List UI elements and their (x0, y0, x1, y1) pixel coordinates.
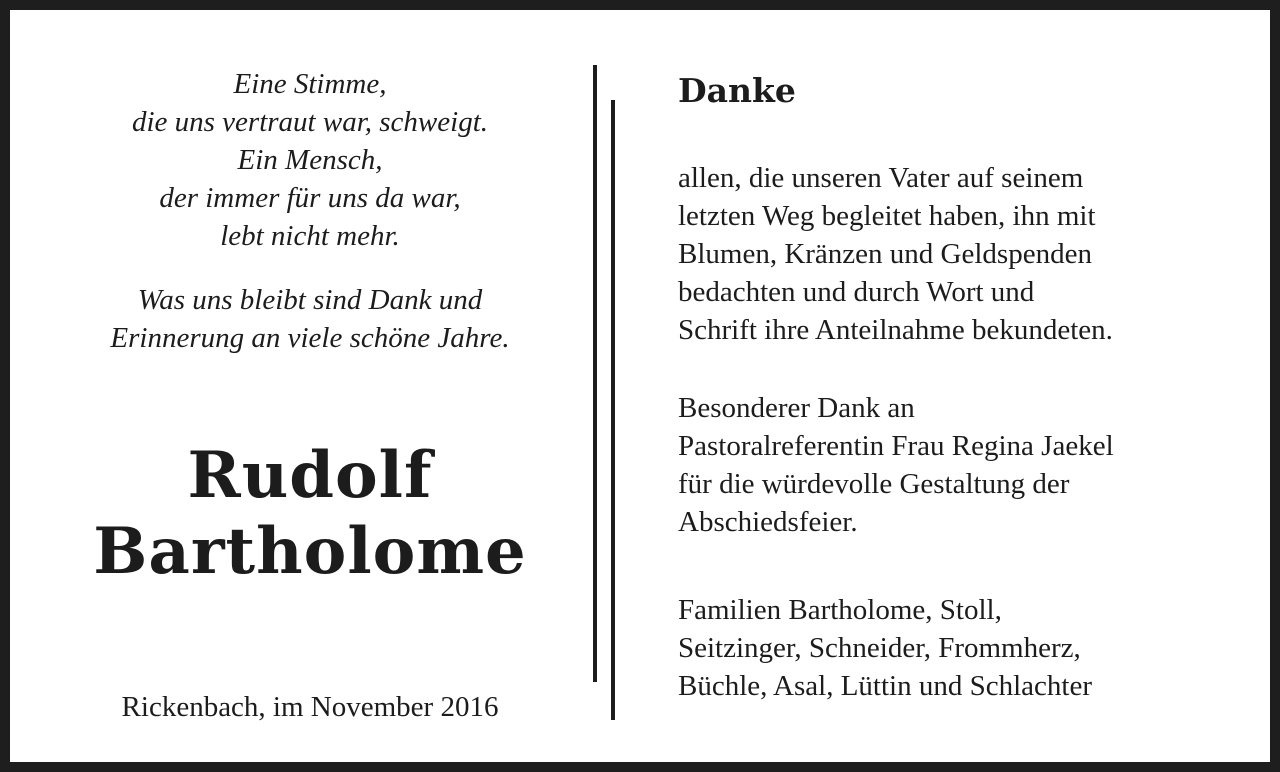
text-line: Besonderer Dank an (678, 392, 915, 424)
right-column (678, 65, 1258, 705)
thanks-paragraph-1 (678, 159, 1258, 349)
text-line: Blumen, Kränzen und Geldspenden (678, 238, 1092, 270)
poem-line: Was uns bleibt sind Dank und (137, 284, 483, 316)
text-line: allen, die unseren Vater auf seinem (678, 162, 1084, 194)
text-line: Abschiedsfeier. (678, 506, 858, 538)
text-line: Schrift ihre Anteilnahme bekundeten. (678, 314, 1113, 346)
deceased-name (50, 438, 570, 590)
poem-line: Eine Stimme, (233, 68, 387, 100)
thanks-paragraph-2 (678, 389, 1258, 541)
text-line: Büchle, Asal, Lüttin und Schlachter (678, 670, 1092, 702)
text-line: Pastoralreferentin Frau Regina Jaekel (678, 430, 1114, 462)
text-line: Familien Bartholome, Stoll, (678, 594, 1002, 626)
families-signature (678, 591, 1258, 705)
poem-line: Ein Mensch, (237, 144, 383, 176)
text-line: Seitzinger, Schneider, Frommherz, (678, 632, 1081, 664)
text-line: für die würdevolle Gestaltung der (678, 468, 1070, 500)
divider-line-right (611, 100, 615, 720)
place-date: Rickenbach, im November 2016 (121, 691, 499, 723)
poem-line: Erinnerung an viele schöne Jahre. (110, 322, 510, 354)
first-name: Rudolf (187, 438, 433, 513)
text-line: letzten Weg begleitet haben, ihn mit (678, 200, 1096, 232)
poem-line: lebt nicht mehr. (220, 220, 400, 252)
poem-stanza-2 (50, 281, 570, 357)
poem-line: die uns vertraut war, schweigt. (131, 106, 489, 138)
left-column (50, 65, 570, 357)
poem-stanza-1 (50, 65, 570, 255)
last-name: Bartholome (93, 514, 527, 589)
poem-line: der immer für uns da war, (159, 182, 461, 214)
thanks-heading: Danke (678, 71, 796, 110)
text-line: bedachten und durch Wort und (678, 276, 1035, 308)
divider-line-left (593, 65, 597, 682)
